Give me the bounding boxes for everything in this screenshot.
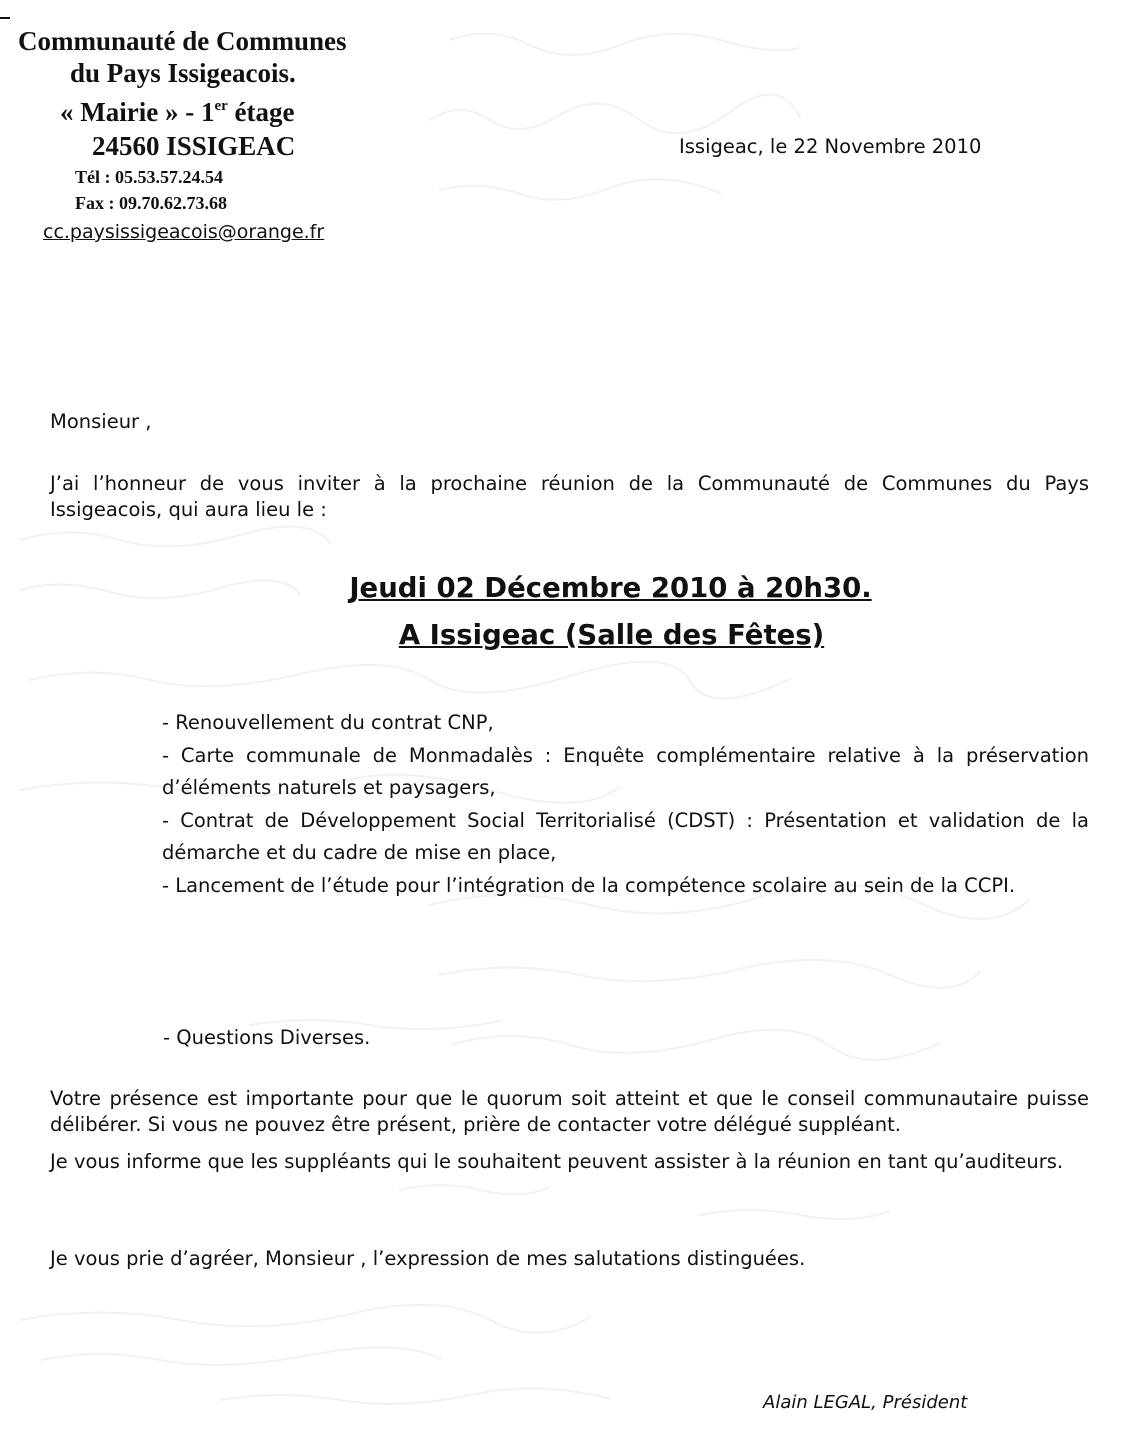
letter-date: Issigeac, le 22 Novembre 2010: [679, 135, 982, 158]
agenda-list: [162, 707, 1089, 902]
org-name-line2: du Pays Issigeacois.: [70, 58, 296, 88]
presence-paragraph: Votre présence est importante pour que le quorum soit atteint et que le conseil communautaire puisse délibérer. Si vous ne pouvez être présent, prière de contacter votre délégué suppléant.: [50, 1087, 1089, 1136]
signature: Alain LEGAL, Président: [763, 1392, 968, 1413]
agenda-item: - Renouvellement du contrat CNP,: [162, 711, 494, 734]
address-main: « Mairie » - 1: [60, 97, 215, 127]
address-superscript: er: [214, 98, 228, 114]
event-place-heading: A Issigeac (Salle des Fêtes): [398, 619, 825, 651]
salutation: Monsieur ,: [50, 410, 152, 433]
scan-edge-mark: [0, 17, 10, 19]
agenda-item-misc: - Questions Diverses.: [163, 1026, 371, 1049]
intro-paragraph: J’ai l’honneur de vous inviter à la prochaine réunion de la Communauté de Communes du Pays Issigeacois, qui aura lieu le :: [50, 472, 1089, 521]
org-email-link[interactable]: cc.paysissigeacois@orange.fr: [43, 221, 325, 243]
org-phone: Tél : 05.53.57.24.54: [75, 167, 223, 187]
org-name-line1: Communauté de Communes: [18, 26, 347, 56]
agenda-item: - Carte communale de Monmadalès : Enquête complémentaire relative à la préservation d’éléments naturels et paysagers,: [162, 743, 1089, 799]
org-fax: Fax : 09.70.62.73.68: [75, 193, 227, 213]
agenda-item: - Contrat de Développement Social Territorialisé (CDST) : Présentation et validation de la démarche et du cadre de mise en place,: [162, 808, 1089, 864]
event-date-heading: Jeudi 02 Décembre 2010 à 20h30.: [349, 572, 872, 604]
substitutes-paragraph: Je vous informe que les suppléants qui le souhaitent peuvent assister à la réunion en tant qu’auditeurs.: [50, 1150, 1064, 1173]
agenda-item: - Lancement de l’étude pour l’intégration de la compétence scolaire au sein de la CCPI.: [162, 873, 1016, 897]
closing-formula: Je vous prie d’agréer, Monsieur , l’expression de mes salutations distinguées.: [50, 1247, 806, 1270]
address-suffix: étage: [227, 97, 295, 127]
org-city: 24560 ISSIGEAC: [92, 131, 296, 161]
org-address: [60, 97, 295, 128]
